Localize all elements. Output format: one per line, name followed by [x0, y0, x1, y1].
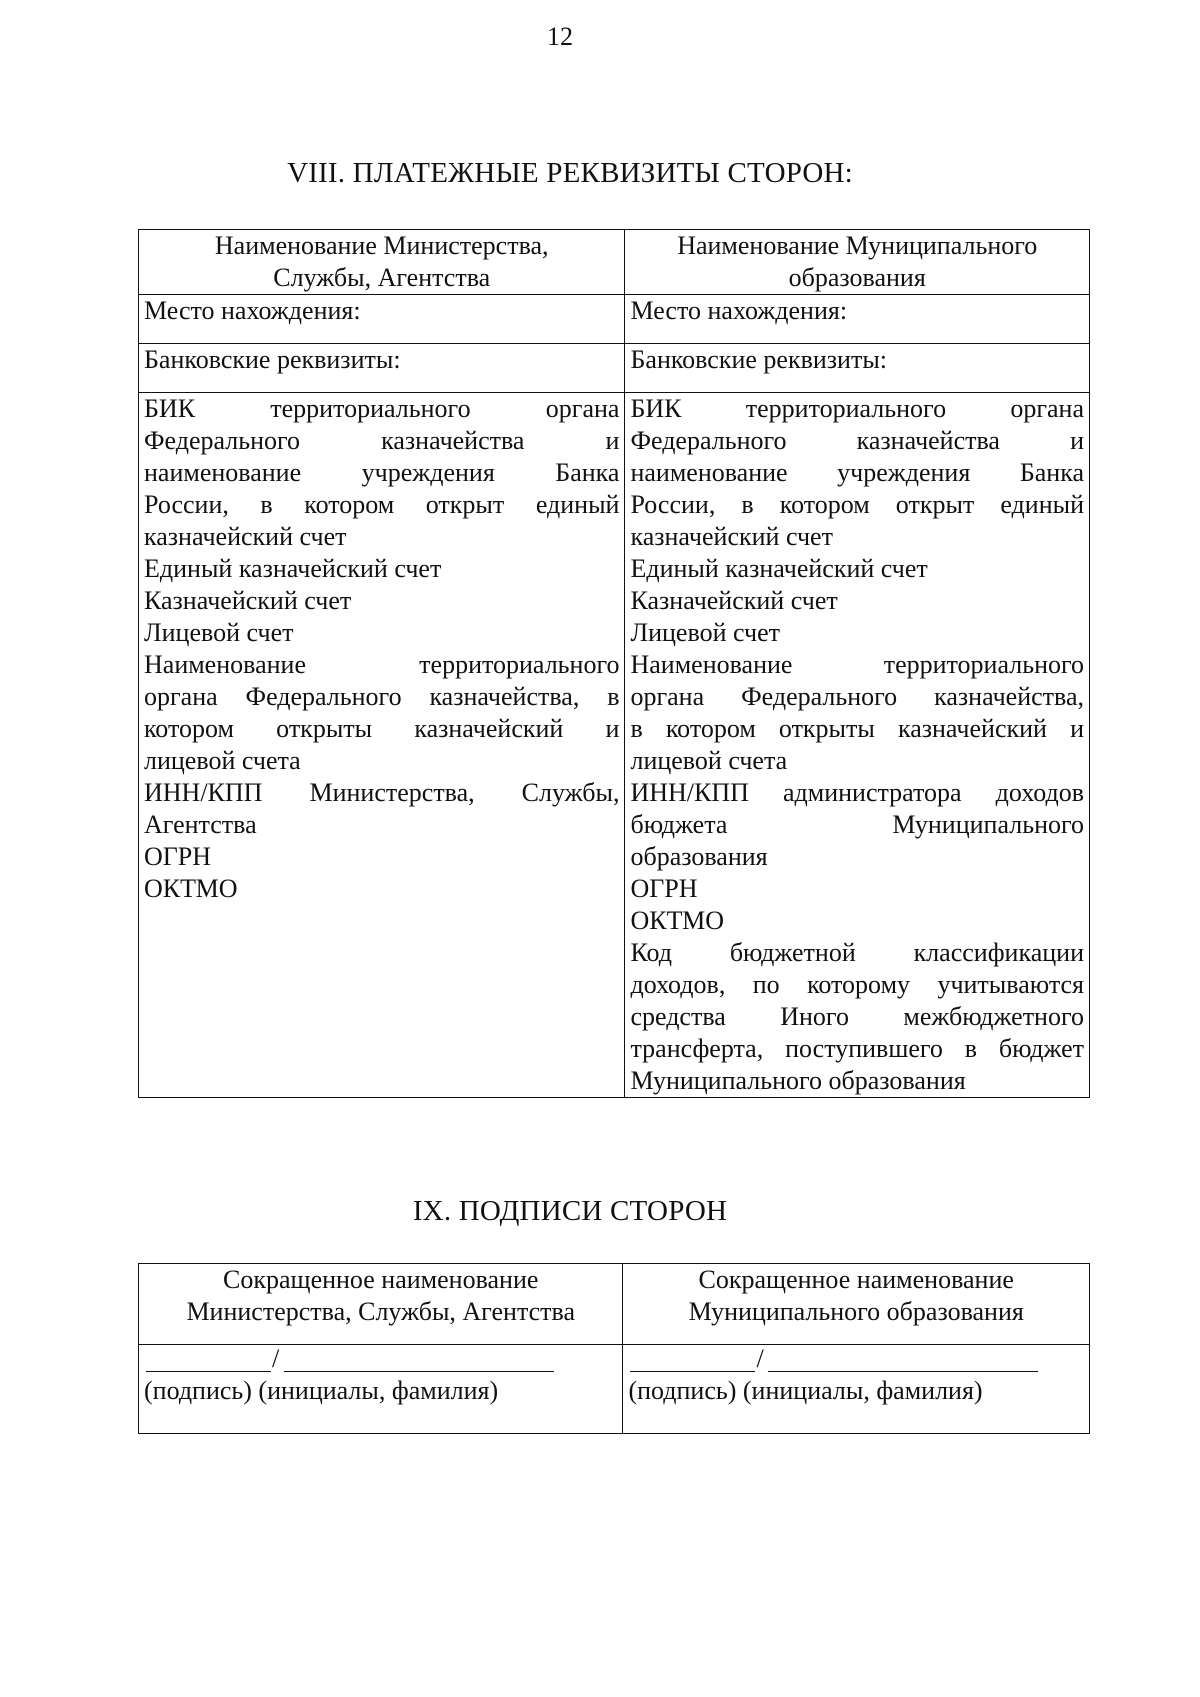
detail-line: Единый казначейский счет [630, 554, 928, 583]
municipality-location-cell: Место нахождения: [625, 295, 1090, 344]
ministry-header-line1: Наименование Министерства, [214, 231, 549, 260]
detail-line: Федерального казначейства и [144, 426, 620, 455]
signatures-row [139, 1345, 1090, 1434]
ministry-signature-cell [139, 1345, 623, 1434]
signature-blank [146, 1371, 271, 1372]
detail-line: котором открыты казначейский и [144, 714, 620, 743]
municipality-signature-cell [623, 1345, 1090, 1434]
municipality-bank-details [625, 393, 1090, 1098]
ministry-header-line2: Службы, Агентства [273, 263, 491, 292]
signature-blank [630, 1371, 755, 1372]
detail-line: Казначейский счет [630, 586, 838, 615]
detail-line: ОКТМО [630, 906, 725, 935]
detail-line: наименование учреждения Банка [144, 458, 620, 487]
bank-details-row [139, 344, 1090, 393]
municipality-short-name-cell [623, 1264, 1090, 1345]
detail-line: Наименование территориального [630, 650, 1084, 679]
detail-line: ОКТМО [144, 874, 238, 903]
detail-line: в котором открыты казначейский и [630, 714, 1084, 743]
detail-line: Агентства [144, 810, 257, 839]
bank-details-body-row [139, 393, 1090, 1098]
detail-line: БИК территориального органа [144, 394, 620, 423]
signature-caption: (подпись) (инициалы, фамилия) [144, 1376, 499, 1405]
municipality-header-line2: образования [788, 263, 926, 292]
detail-line: Казначейский счет [144, 586, 352, 615]
municipality-short-name-line2: Муниципального образования [688, 1297, 1024, 1326]
detail-line: ОГРН [630, 874, 698, 903]
name-blank [768, 1371, 1038, 1372]
detail-line: доходов, по которому учитываются [630, 970, 1084, 999]
table-header-row [139, 230, 1090, 295]
payment-details-table [138, 229, 1090, 1098]
detail-line: наименование учреждения Банка [630, 458, 1084, 487]
detail-line: ИНН/КПП Министерства, Службы, [144, 778, 620, 807]
municipality-header-line1: Наименование Муниципального [677, 231, 1038, 260]
detail-line: бюджета Муниципального [630, 810, 1084, 839]
ministry-location-cell: Место нахождения: [139, 295, 625, 344]
detail-line: Лицевой счет [630, 618, 780, 647]
section-title-signatures: IX. ПОДПИСИ СТОРОН [412, 1195, 728, 1227]
detail-line: Лицевой счет [144, 618, 294, 647]
municipality-short-name-line1: Сокращенное наименование [698, 1265, 1014, 1294]
detail-line: лицевой счета [144, 746, 301, 775]
ministry-short-name-line2: Министерства, Службы, Агентства [186, 1297, 576, 1326]
detail-line: Муниципального образования [630, 1066, 966, 1095]
name-blank [284, 1371, 554, 1372]
municipality-signature-line [628, 1345, 1084, 1375]
detail-line: образования [630, 842, 768, 871]
signatures-table [138, 1263, 1090, 1434]
signature-slash: / [756, 1344, 764, 1373]
signatures-header-row [139, 1264, 1090, 1345]
detail-line: казначейский счет [630, 522, 833, 551]
ministry-short-name-cell [139, 1264, 623, 1345]
detail-line: органа Федерального казначейства, в [144, 682, 620, 711]
page-number: 12 [547, 22, 573, 51]
detail-line: средства Иного межбюджетного [630, 1002, 1084, 1031]
municipality-bank-label: Банковские реквизиты: [625, 344, 1090, 393]
detail-line: России, в котором открыт единый [144, 490, 620, 519]
detail-line: БИК территориального органа [630, 394, 1084, 423]
detail-line: Код бюджетной классификации [630, 938, 1084, 967]
detail-line: Федерального казначейства и [630, 426, 1084, 455]
municipality-header-cell [625, 230, 1090, 295]
detail-line: органа Федерального казначейства, [630, 682, 1084, 711]
section-title-payment-details: VIII. ПЛАТЕЖНЫЕ РЕКВИЗИТЫ СТОРОН: [287, 157, 853, 189]
detail-line: ОГРН [144, 842, 212, 871]
ministry-short-name-line1: Сокращенное наименование [223, 1265, 539, 1294]
detail-line: казначейский счет [144, 522, 347, 551]
ministry-bank-details [139, 393, 625, 1098]
ministry-bank-label: Банковские реквизиты: [139, 344, 625, 393]
detail-line: Наименование территориального [144, 650, 620, 679]
signature-slash: / [272, 1344, 280, 1373]
signature-caption: (подпись) (инициалы, фамилия) [628, 1376, 983, 1405]
detail-line: ИНН/КПП администратора доходов [630, 778, 1084, 807]
location-row [139, 295, 1090, 344]
ministry-header-cell [139, 230, 625, 295]
detail-line: Единый казначейский счет [144, 554, 442, 583]
ministry-signature-line [144, 1345, 617, 1375]
detail-line: лицевой счета [630, 746, 788, 775]
detail-line: трансферта, поступившего в бюджет [630, 1034, 1084, 1063]
detail-line: России, в котором открыт единый [630, 490, 1084, 519]
